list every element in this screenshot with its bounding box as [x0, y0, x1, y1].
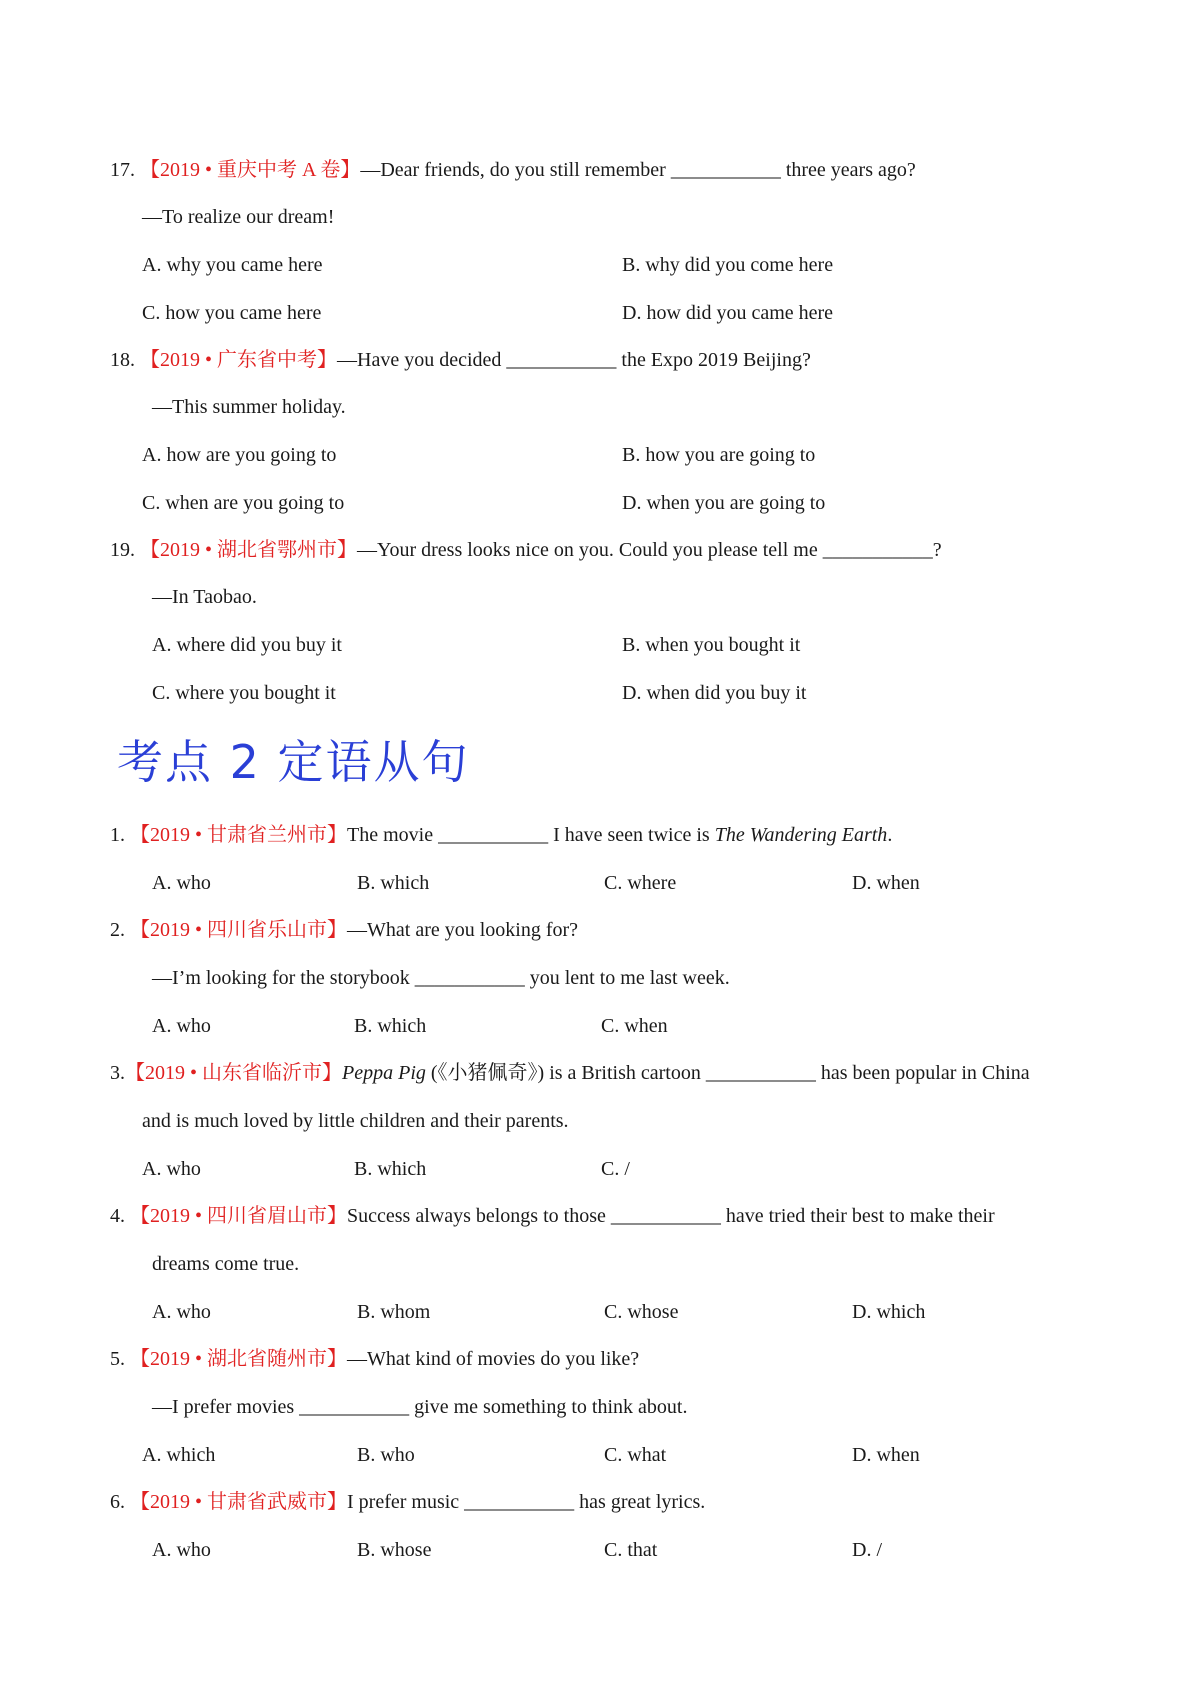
option-c: C. when	[601, 1015, 668, 1037]
question-source: 【2019 • 四川省眉山市】	[130, 1205, 348, 1227]
option-b: B. which	[354, 1158, 427, 1180]
option-b: B. which	[354, 1015, 427, 1037]
option-c: C. whose	[604, 1301, 679, 1323]
section-title: 考点 2 定语从句	[117, 735, 470, 789]
question-number: 1.	[110, 824, 125, 846]
option-d: D. when	[852, 1444, 920, 1466]
question-number: 2.	[110, 919, 125, 941]
question-3-continuation: and is much loved by little children and their parents.	[142, 1110, 569, 1132]
question-4-stem	[110, 1203, 995, 1229]
question-number: 3.	[110, 1062, 125, 1084]
question-source: 【2019 • 湖北省随州市】	[130, 1348, 348, 1370]
option-a: A. who	[152, 1539, 211, 1561]
cartoon-title: Peppa Pig	[342, 1062, 426, 1084]
option-a: A. where did you buy it	[152, 634, 342, 656]
question-number: 6.	[110, 1491, 125, 1513]
question-text: The movie ___________ I have seen twice is	[347, 824, 715, 846]
option-a: A. which	[142, 1444, 216, 1466]
question-18-reply: —This summer holiday.	[152, 396, 346, 418]
question-source: 【2019 • 湖北省鄂州市】	[140, 539, 358, 561]
option-b: B. whom	[357, 1301, 431, 1323]
option-b: B. whose	[357, 1539, 432, 1561]
question-source: 【2019 • 四川省乐山市】	[130, 919, 348, 941]
question-19-reply: —In Taobao.	[152, 586, 257, 608]
option-d: D. /	[852, 1539, 882, 1561]
option-b: B. which	[357, 872, 430, 894]
question-5-reply: —I prefer movies ___________ give me something to think about.	[152, 1396, 688, 1418]
option-a: A. who	[142, 1158, 201, 1180]
question-source: 【2019 • 重庆中考 A 卷】	[140, 159, 361, 181]
question-text: —Have you decided ___________ the Expo 2019 Beijing?	[337, 349, 811, 371]
question-17-reply: —To realize our dream!	[142, 206, 335, 228]
question-6-stem	[110, 1489, 705, 1515]
option-d: D. when you are going to	[622, 492, 826, 514]
question-text-end: .	[887, 824, 893, 846]
question-source: 【2019 • 山东省临沂市】	[125, 1062, 343, 1084]
option-d: D. when did you buy it	[622, 682, 807, 704]
option-a: A. who	[152, 1301, 211, 1323]
question-text: —Dear friends, do you still remember ___________ three years ago?	[360, 159, 916, 181]
question-text: I prefer music ___________ has great lyrics.	[347, 1491, 706, 1513]
option-c: C. how you came here	[142, 302, 322, 324]
question-text: —What are you looking for?	[347, 919, 579, 941]
option-b: B. how you are going to	[622, 444, 816, 466]
question-text: (《小猪佩奇》) is a British cartoon ___________ has been popular in China	[425, 1062, 1030, 1084]
option-c: C. where	[604, 872, 677, 894]
option-c: C. /	[601, 1158, 630, 1180]
question-number: 18.	[110, 349, 135, 371]
question-text: Success always belongs to those ___________ have tried their best to make their	[347, 1205, 995, 1227]
option-a: A. why you came here	[142, 254, 323, 276]
question-source: 【2019 • 广东省中考】	[140, 349, 338, 371]
option-b: B. why did you come here	[622, 254, 834, 276]
question-number: 19.	[110, 539, 135, 561]
option-a: A. who	[152, 872, 211, 894]
question-text: —Your dress looks nice on you. Could you please tell me ___________?	[357, 539, 942, 561]
question-17-stem	[110, 157, 916, 183]
question-2-stem	[110, 917, 578, 943]
option-a: A. who	[152, 1015, 211, 1037]
option-d: D. which	[852, 1301, 926, 1323]
option-d: D. how did you came here	[622, 302, 834, 324]
question-19-stem	[110, 537, 942, 563]
question-source: 【2019 • 甘肃省武威市】	[130, 1491, 348, 1513]
question-number: 5.	[110, 1348, 125, 1370]
movie-title: The Wandering Earth	[714, 824, 888, 846]
option-c: C. where you bought it	[152, 682, 336, 704]
option-b: B. who	[357, 1444, 415, 1466]
question-18-stem	[110, 347, 811, 373]
question-number: 17.	[110, 159, 135, 181]
question-5-stem	[110, 1346, 639, 1372]
option-c: C. what	[604, 1444, 667, 1466]
question-3-stem	[110, 1060, 1030, 1086]
question-4-continuation: dreams come true.	[152, 1253, 300, 1275]
question-2-reply: —I’m looking for the storybook ___________ you lent to me last week.	[152, 967, 730, 989]
question-text: —What kind of movies do you like?	[347, 1348, 640, 1370]
option-b: B. when you bought it	[622, 634, 801, 656]
question-source: 【2019 • 甘肃省兰州市】	[130, 824, 348, 846]
question-number: 4.	[110, 1205, 125, 1227]
option-d: D. when	[852, 872, 920, 894]
question-1-stem	[110, 822, 892, 848]
option-c: C. when are you going to	[142, 492, 345, 514]
option-a: A. how are you going to	[142, 444, 337, 466]
option-c: C. that	[604, 1539, 658, 1561]
